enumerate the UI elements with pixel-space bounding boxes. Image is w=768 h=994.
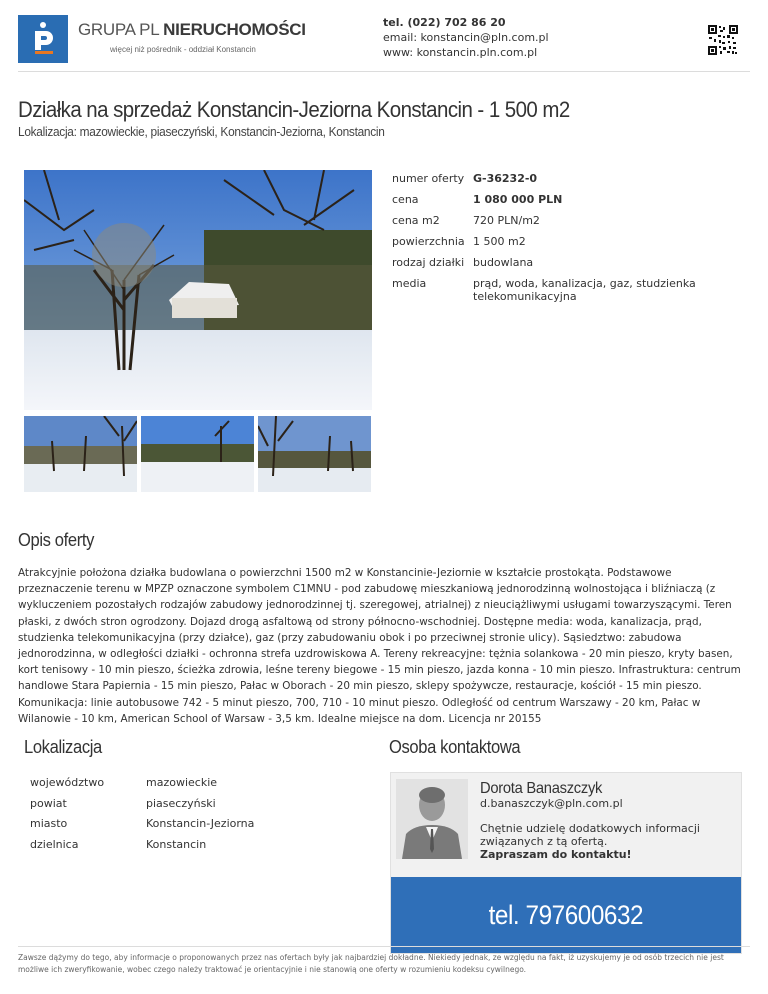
param-row (392, 214, 742, 235)
office-contact (383, 15, 549, 60)
location-row (30, 838, 360, 859)
location-table (30, 776, 360, 858)
location-row (30, 817, 360, 838)
thumbnail-photo (24, 416, 137, 492)
person-avatar-icon (396, 779, 468, 859)
thumbnail-1[interactable] (24, 416, 137, 492)
param-value: 1 080 000 PLN (473, 193, 563, 206)
offer-params (392, 172, 742, 303)
param-row (392, 256, 742, 277)
thumbnail-photo (258, 416, 371, 492)
param-label: cena (392, 193, 419, 206)
location-heading: Lokalizacja (24, 737, 102, 757)
office-website[interactable]: www: konstancin.pln.com.pl (383, 46, 538, 59)
brand-light: GRUPA PL (78, 20, 164, 39)
winter-plot-photo (24, 170, 372, 410)
param-label: media (392, 277, 427, 290)
agent-name: Dorota Banaszczyk (480, 780, 603, 797)
param-label: rodzaj działki (392, 256, 465, 269)
location-value: Konstancin-Jeziorna (146, 817, 255, 830)
listing-location: Lokalizacja: mazowieckie, piaseczyński, Konstancin-Jeziorna, Konstancin (18, 125, 385, 139)
location-label: dzielnica (30, 837, 79, 851)
location-value: piaseczyński (146, 796, 216, 810)
qr-code-icon (708, 25, 738, 55)
param-row (392, 172, 742, 193)
agent-cta: Zapraszam do kontaktu! (480, 848, 632, 861)
brand-name (78, 20, 306, 40)
agent-message-text: Chętnie udzielę dodatkowych informacji związanych z tą ofertą. (480, 822, 700, 848)
main-photo[interactable] (24, 170, 372, 410)
thumbnail-2[interactable] (141, 416, 254, 492)
thumbnail-photo (141, 416, 254, 492)
description-heading: Opis oferty (18, 530, 95, 550)
location-label: miasto (30, 817, 68, 830)
contact-heading: Osoba kontaktowa (389, 737, 521, 757)
brand-tagline: więcej niż pośrednik - oddział Konstancin (110, 45, 256, 54)
param-label: numer oferty (392, 172, 465, 185)
agent-email[interactable]: d.banaszczyk@pln.com.pl (480, 797, 623, 810)
param-value: budowlana (473, 256, 534, 269)
location-label: powiat (30, 796, 67, 810)
agent-phone: tel. 797600632 (488, 899, 644, 930)
param-label: cena m2 (392, 214, 440, 227)
param-row (392, 277, 742, 303)
param-value: G-36232-0 (473, 172, 538, 185)
location-value: Konstancin (146, 837, 207, 851)
param-value: 720 PLN/m2 (473, 214, 540, 227)
footer-disclaimer: Zawsze dążymy do tego, aby informacje o proponowanych przez nas ofertach były jak najbardziej dokładne. Niekiedy jednak, ze względu na fakt, iż uzyskujemy je od osób trzecich nie jest możliwe ich zweryfikowanie, wobec czego należy traktować je orientacyjnie i nie stanowią one oferty w rozumieniu kodeksu cywilnego. (18, 953, 724, 974)
listing-title: Działka na sprzedaż Konstancin-Jeziorna Konstancin - 1 500 m2 (18, 97, 570, 122)
description-text: Atrakcyjnie położona działka budowlana o powierzchni 1500 m2 w Konstancinie-Jeziornie w kształcie prostokąta. Podstawowe przeznaczenie terenu w MPZP oznaczone symbolem C1MNU - pod zabudowę mieszkaniową jednorodzinną wolnostojąca i bliźniaczą (z wykluczeniem pozostałych rodzajów zabudowy jednorodzinnej tj. szeregowej, atrialnej) z nieuciążliwymi usługami towarzyszącymi. Teren płaski, z dwóch stron ogrodzony. Dojazd drogą asfaltową od strony północno-wschodniej. Dostępne media: woda, kanalizacja, prąd, studzienka telekomunikacyjna (przy działce), gaz (przy zabudowaniu obok i po przeciwnej stronie ulicy). Sąsiedztwo: zabudowa jednorodzinna, w odległości działki - ochronna strefa uzdrowiskowa A. Tereny rekreacyjne: tężnia solankowa - 20 min pieszo, kryty basen, kort tenisowy - 10 min pieszo, ścieżka zdrowia, leśne tereny biegowe - 15 min pieszo, jazda konna - 10 min pieszo. Infrastruktura: centrum handlowe Stara Papiernia - 15 min pieszo, Pałac w Oborach - 20 min pieszo, sklepy spożywcze, restauracje, kościół - 15 min pieszo. Komunikacja: linie autobusowe 742 - 5 minut pieszo, 700, 710 - 10 minut pieszo. Odległość od centrum Warszawy - 20 km, Pałac w Wilanowie - 10 km, American School of Warsaw - 3,5 km. Idealne miejsce na dom. Licencja nr 20155 (18, 567, 741, 725)
param-row (392, 235, 742, 256)
location-label: województwo (30, 776, 105, 789)
param-value: prąd, woda, kanalizacja, gaz, studzienka telekomunikacyjna (473, 277, 696, 303)
param-row (392, 193, 742, 214)
brand-bold: NIERUCHOMOŚCI (163, 20, 306, 39)
header-divider (18, 71, 750, 72)
thumbnail-3[interactable] (258, 416, 371, 492)
office-phone[interactable]: tel. (022) 702 86 20 (383, 16, 506, 29)
location-row (30, 797, 360, 818)
agent-phone-button[interactable] (391, 877, 741, 953)
param-value: 1 500 m2 (473, 235, 526, 248)
agent-message (480, 822, 730, 861)
agent-card (390, 772, 742, 954)
param-label: powierzchnia (392, 235, 465, 248)
footer-divider (18, 946, 750, 947)
location-value: mazowieckie (146, 776, 218, 789)
company-logo (18, 15, 68, 63)
office-email[interactable]: email: konstancin@pln.com.pl (383, 31, 549, 44)
pl-logo-icon (26, 21, 60, 57)
location-row (30, 776, 360, 797)
